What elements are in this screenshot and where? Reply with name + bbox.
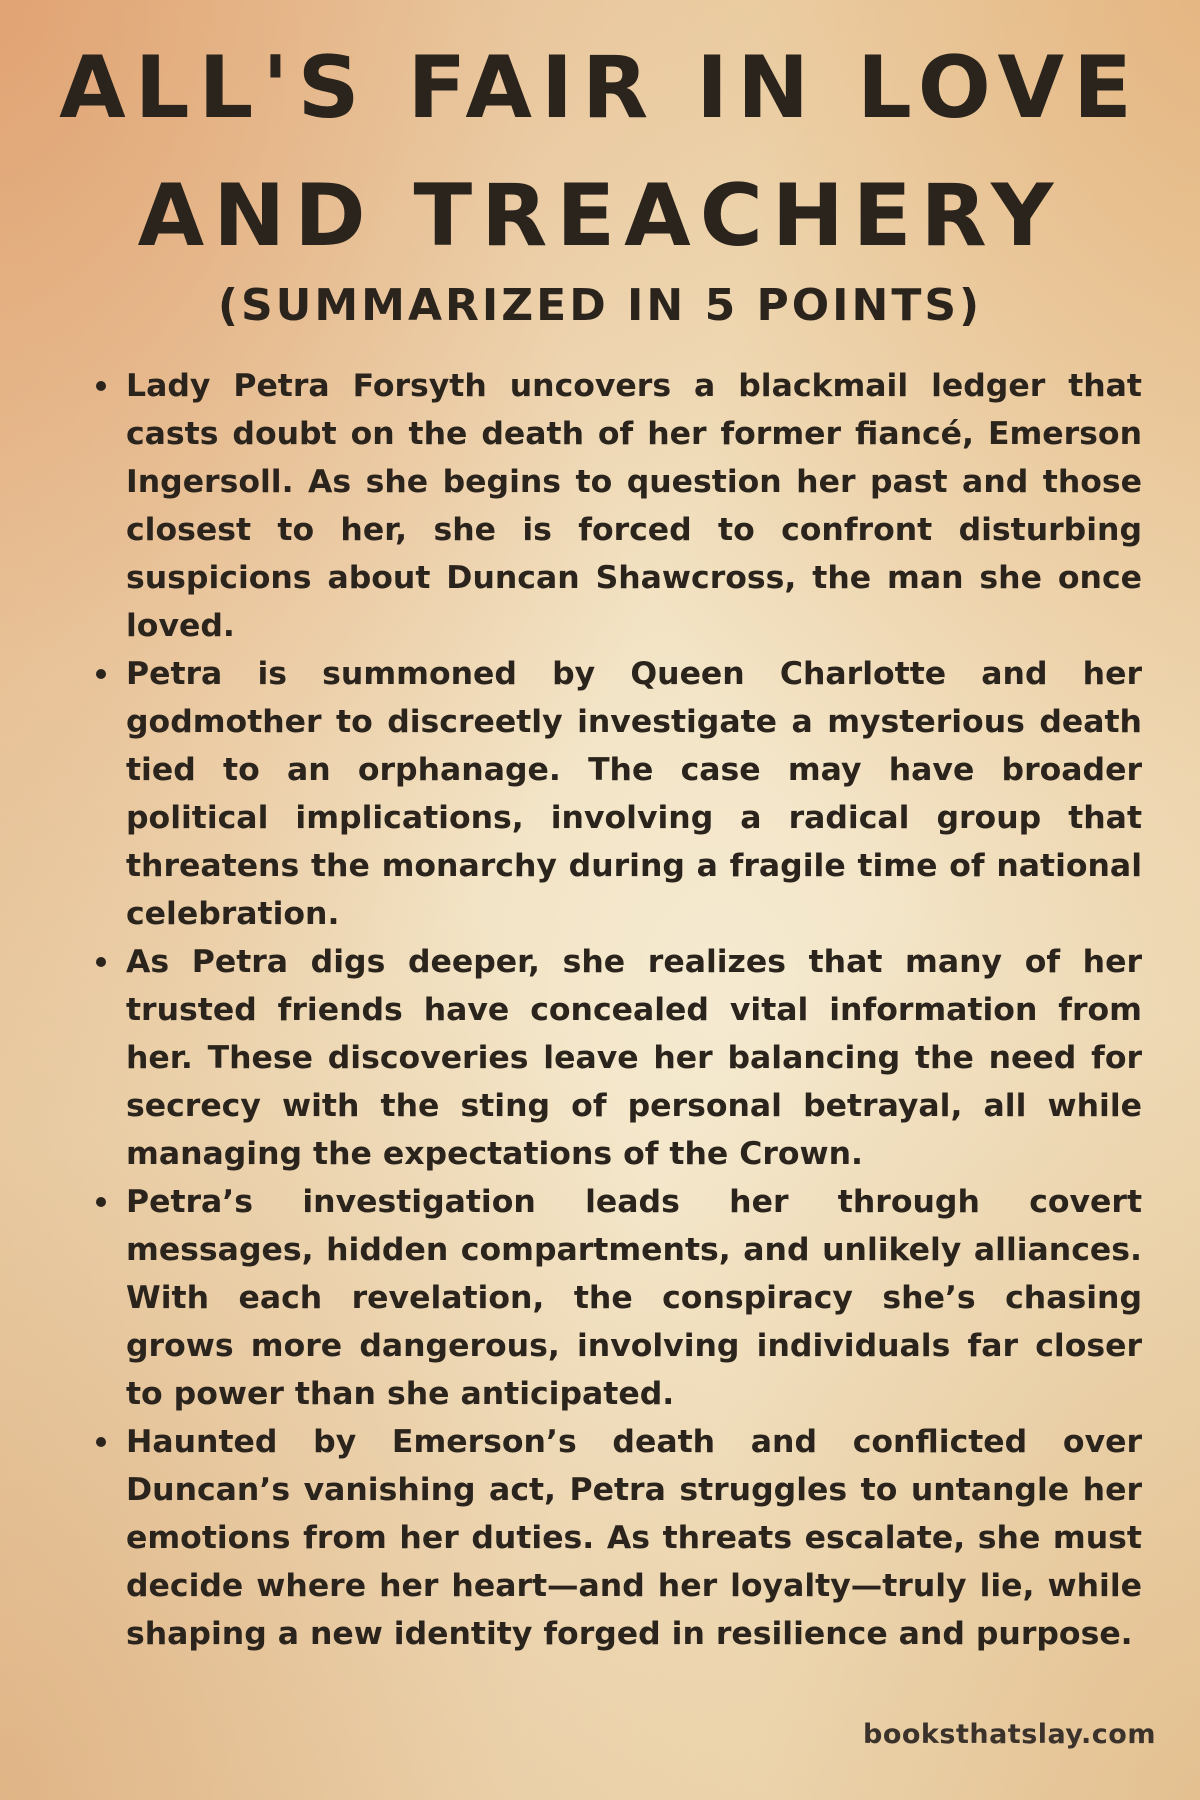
bullet-icon [96,957,106,967]
bullet-icon [96,1437,106,1447]
summary-point-2 [92,650,1142,938]
title-line-2: AND TREACHERY [137,166,1063,266]
title-line-1: ALL'S FAIR IN LOVE [59,38,1141,138]
summary-point-text: As Petra digs deeper, she realizes that many of her trusted friends have concealed vital information from her. These discoveries leave her balancing the need for secrecy with the sting of personal betrayal, all while managing the expectations of the Crown. [126,944,1142,1172]
bullet-icon [96,381,106,391]
summary-point-5 [92,1418,1142,1658]
summary-point-text: Haunted by Emerson’s death and conflicted over Duncan’s vanishing act, Petra struggles to untangle her emotions from her duties. As threats escalate, she must decide where her heart—and her loyalty—truly lie, while shaping a new identity forged in resilience and purpose. [126,1424,1142,1652]
summary-point-text: Lady Petra Forsyth uncovers a blackmail ledger that casts doubt on the death of her former fiancé, Emerson Ingersoll. As she begins to question her past and those closest to her, she is forced to confront disturbing suspicions about Duncan Shawcross, the man she once loved. [126,368,1142,644]
summary-point-3 [92,938,1142,1178]
summary-point-1 [92,362,1142,650]
summary-point-text: Petra’s investigation leads her through covert messages, hidden compartments, and unlikely alliances. With each revelation, the conspiracy she’s chasing grows more dangerous, involving individuals far closer to power than she anticipated. [126,1184,1142,1412]
summary-points-list [92,362,1142,1658]
subtitle: (SUMMARIZED IN 5 POINTS) [217,280,983,331]
bullet-icon [96,669,106,679]
site-watermark: booksthatslay.com [863,1719,1156,1750]
summary-point-text: Petra is summoned by Queen Charlotte and her godmother to discreetly investigate a mysterious death tied to an orphanage. The case may have broader political implications, involving a radical group that threatens the monarchy during a fragile time of national celebration. [126,656,1142,932]
bullet-icon [96,1197,106,1207]
summary-point-4 [92,1178,1142,1418]
